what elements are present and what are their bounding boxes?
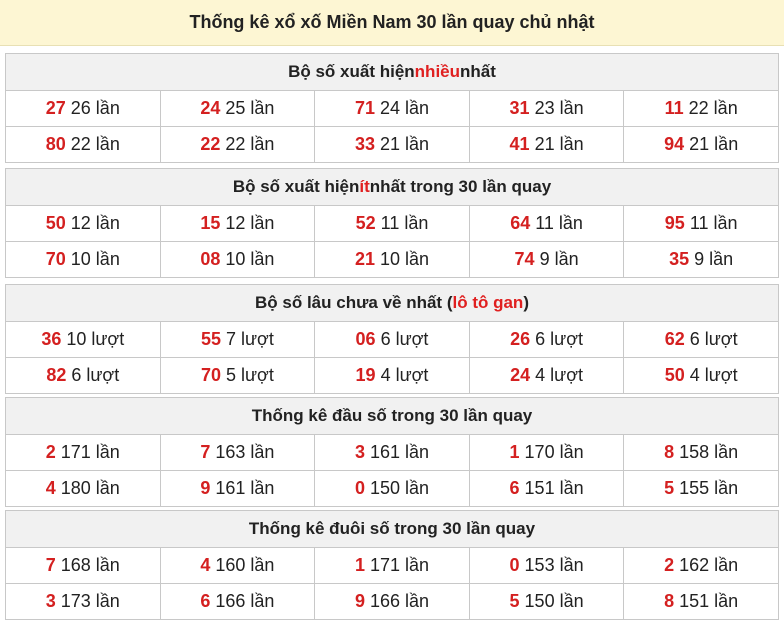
stat-cell <box>470 584 625 619</box>
section-lo-to-gan <box>5 284 779 394</box>
lottery-number: 9 <box>354 591 365 611</box>
lottery-number: 8 <box>664 591 675 611</box>
table-row <box>6 127 778 162</box>
stat-cell <box>470 358 625 393</box>
lottery-number: 0 <box>354 478 365 498</box>
count-text: 23 lần <box>534 98 584 118</box>
section-head-digits <box>5 397 779 507</box>
stat-cell <box>315 127 470 162</box>
section-title <box>6 54 778 91</box>
stat-cell <box>470 91 625 126</box>
lottery-number: 21 <box>354 249 375 269</box>
count-text: 151 lần <box>524 478 584 498</box>
stat-cell <box>470 322 625 357</box>
count-text: 24 lần <box>379 98 430 118</box>
count-text: 153 lần <box>524 555 584 575</box>
lottery-number: 95 <box>664 213 685 233</box>
stat-cell <box>6 358 161 393</box>
stat-cell <box>315 206 470 241</box>
lottery-number: 15 <box>200 213 221 233</box>
stat-cell <box>161 242 316 277</box>
stat-cell <box>315 471 470 506</box>
lottery-number: 55 <box>200 329 221 349</box>
lottery-number: 50 <box>664 365 685 385</box>
count-text: 6 lượt <box>380 329 429 349</box>
stat-cell <box>161 322 316 357</box>
lottery-number: 24 <box>510 365 531 385</box>
lottery-number: 5 <box>664 478 675 498</box>
page-title: Thống kê xổ xố Miền Nam 30 lần quay chủ nhật <box>0 0 784 46</box>
stat-cell <box>624 206 778 241</box>
stat-cell <box>6 471 161 506</box>
lottery-number: 4 <box>45 478 56 498</box>
section-title-text: Bộ số lâu chưa về nhất ( <box>255 293 453 312</box>
lottery-number: 1 <box>509 442 520 462</box>
lottery-number: 70 <box>45 249 66 269</box>
stat-cell <box>315 548 470 583</box>
count-text: 4 lượt <box>380 365 429 385</box>
stat-cell <box>6 584 161 619</box>
lottery-number: 22 <box>200 134 221 154</box>
lottery-number: 26 <box>510 329 531 349</box>
stat-cell <box>624 127 778 162</box>
section-most-frequent <box>5 53 779 163</box>
section-least-frequent <box>5 168 779 278</box>
stat-cell <box>624 358 778 393</box>
stat-cell <box>470 127 625 162</box>
lottery-number: 6 <box>509 478 520 498</box>
section-title-text: Thống kê đuôi số trong 30 lần quay <box>248 519 536 538</box>
count-text: 12 lần <box>70 213 120 233</box>
stat-cell <box>624 91 778 126</box>
lottery-number: 24 <box>200 98 221 118</box>
section-tail-digits <box>5 510 779 620</box>
lottery-number: 35 <box>669 249 690 269</box>
count-text: 166 lần <box>369 591 430 611</box>
lottery-number: 06 <box>355 329 376 349</box>
count-text: 22 lần <box>70 134 120 154</box>
table-row <box>6 358 778 393</box>
count-text: 22 lần <box>225 134 275 154</box>
count-text: 21 lần <box>689 134 739 154</box>
stat-cell <box>6 206 161 241</box>
section-title <box>6 398 778 435</box>
count-text: 10 lần <box>70 249 120 269</box>
lottery-number: 50 <box>45 213 66 233</box>
count-text: 12 lần <box>225 213 275 233</box>
stat-cell <box>161 435 316 470</box>
lottery-number: 11 <box>664 98 684 118</box>
table-row <box>6 435 778 471</box>
stat-cell <box>470 242 625 277</box>
lottery-number: 3 <box>354 442 365 462</box>
count-text: 7 lượt <box>225 329 274 349</box>
lottery-number: 7 <box>45 555 56 575</box>
count-text: 4 lượt <box>689 365 738 385</box>
count-text: 4 lượt <box>535 365 584 385</box>
lottery-number: 71 <box>354 98 375 118</box>
count-text: 160 lần <box>215 555 275 575</box>
count-text: 6 lượt <box>689 329 738 349</box>
stat-cell <box>470 206 625 241</box>
stat-cell <box>6 127 161 162</box>
stat-cell <box>315 435 470 470</box>
count-text: 162 lần <box>679 555 739 575</box>
section-title-highlight: ít <box>359 177 370 196</box>
count-text: 151 lần <box>679 591 739 611</box>
stat-cell <box>6 435 161 470</box>
stat-cell <box>315 91 470 126</box>
count-text: 22 lần <box>688 98 738 118</box>
count-text: 25 lần <box>225 98 275 118</box>
stat-cell <box>161 127 316 162</box>
lottery-number: 94 <box>664 134 685 154</box>
stat-cell <box>624 322 778 357</box>
stat-cell <box>315 322 470 357</box>
lottery-number: 7 <box>200 442 211 462</box>
stat-cell <box>470 435 625 470</box>
count-text: 21 lần <box>534 134 584 154</box>
count-text: 180 lần <box>60 478 120 498</box>
count-text: 170 lần <box>524 442 584 462</box>
stat-cell <box>315 242 470 277</box>
count-text: 166 lần <box>215 591 275 611</box>
count-text: 163 lần <box>215 442 275 462</box>
section-title-highlight: lô tô gan <box>452 293 524 312</box>
lottery-number: 41 <box>509 134 530 154</box>
count-text: 158 lần <box>679 442 739 462</box>
stat-cell <box>161 584 316 619</box>
count-text: 21 lần <box>379 134 430 154</box>
count-text: 6 lượt <box>71 365 120 385</box>
stat-cell <box>624 435 778 470</box>
lottery-number: 19 <box>355 365 376 385</box>
stat-cell <box>161 471 316 506</box>
count-text: 155 lần <box>679 478 739 498</box>
table-row <box>6 584 778 619</box>
section-title <box>6 511 778 548</box>
section-title-text: Bộ số xuất hiện <box>232 177 360 196</box>
lottery-number: 3 <box>45 591 56 611</box>
lottery-number: 36 <box>41 329 62 349</box>
lottery-number: 70 <box>200 365 221 385</box>
stat-cell <box>6 548 161 583</box>
stat-cell <box>470 548 625 583</box>
count-text: 168 lần <box>60 555 120 575</box>
section-title-text: Bộ số xuất hiện <box>288 62 415 81</box>
stat-cell <box>315 584 470 619</box>
count-text: 6 lượt <box>535 329 584 349</box>
count-text: 9 lần <box>694 249 734 269</box>
lottery-number: 5 <box>509 591 520 611</box>
lottery-number: 27 <box>45 98 66 118</box>
lottery-number: 08 <box>200 249 221 269</box>
table-row <box>6 242 778 277</box>
count-text: 161 lần <box>369 442 430 462</box>
count-text: 171 lần <box>369 555 430 575</box>
lottery-number: 4 <box>200 555 211 575</box>
stat-cell <box>161 91 316 126</box>
stat-cell <box>470 471 625 506</box>
section-title-highlight: nhiều <box>414 62 461 81</box>
count-text: 10 lần <box>379 249 430 269</box>
count-text: 10 lượt <box>66 329 125 349</box>
lottery-number: 8 <box>664 442 675 462</box>
stat-cell <box>6 91 161 126</box>
count-text: 11 lần <box>380 213 429 233</box>
count-text: 11 lần <box>535 213 583 233</box>
stat-cell <box>624 548 778 583</box>
lottery-number: 9 <box>200 478 211 498</box>
section-title <box>6 285 778 322</box>
count-text: 150 lần <box>369 478 430 498</box>
stat-cell <box>161 358 316 393</box>
section-title-text: nhất <box>460 62 496 81</box>
stat-cell <box>6 242 161 277</box>
stat-cell <box>315 358 470 393</box>
lottery-number: 6 <box>200 591 211 611</box>
count-text: 26 lần <box>70 98 120 118</box>
stat-cell <box>161 548 316 583</box>
table-row <box>6 322 778 358</box>
table-row <box>6 471 778 506</box>
section-title-text: Thống kê đầu số trong 30 lần quay <box>251 406 533 425</box>
lottery-number: 1 <box>354 555 365 575</box>
section-title <box>6 169 778 206</box>
table-row <box>6 548 778 584</box>
table-row <box>6 91 778 127</box>
lottery-number: 82 <box>46 365 67 385</box>
section-title-text: ) <box>523 293 529 312</box>
stat-cell <box>624 242 778 277</box>
lottery-number: 0 <box>509 555 520 575</box>
lottery-number: 80 <box>45 134 66 154</box>
lottery-number: 31 <box>509 98 530 118</box>
stat-cell <box>624 584 778 619</box>
stat-cell <box>6 322 161 357</box>
lottery-number: 33 <box>354 134 375 154</box>
table-row <box>6 206 778 242</box>
count-text: 5 lượt <box>225 365 274 385</box>
count-text: 9 lần <box>539 249 579 269</box>
count-text: 171 lần <box>60 442 120 462</box>
section-title-text: nhất trong 30 lần quay <box>369 177 552 196</box>
count-text: 161 lần <box>215 478 275 498</box>
lottery-number: 2 <box>45 442 56 462</box>
lottery-number: 74 <box>514 249 535 269</box>
count-text: 11 lần <box>689 213 738 233</box>
lottery-number: 52 <box>355 213 376 233</box>
lottery-number: 2 <box>664 555 675 575</box>
lottery-number: 62 <box>664 329 685 349</box>
count-text: 173 lần <box>60 591 120 611</box>
lottery-number: 64 <box>510 213 531 233</box>
stat-cell <box>161 206 316 241</box>
count-text: 10 lần <box>225 249 275 269</box>
stat-cell <box>624 471 778 506</box>
count-text: 150 lần <box>524 591 584 611</box>
